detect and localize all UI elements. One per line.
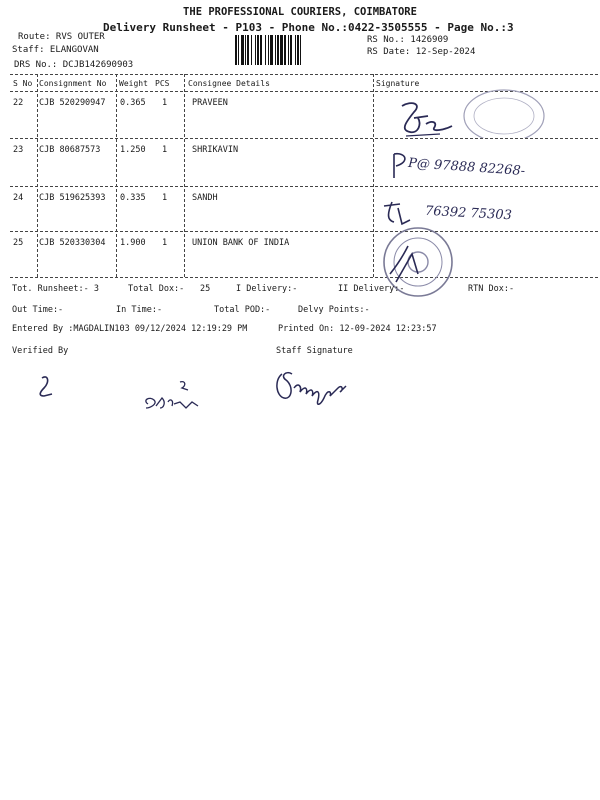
row-pcs: 1 xyxy=(162,98,168,108)
verifier-mark xyxy=(34,372,58,402)
table-top-rule xyxy=(10,74,598,75)
row-separator xyxy=(10,138,598,139)
staff-label: Staff: ELANGOVAN xyxy=(12,45,99,55)
verified-by-label: Verified By xyxy=(12,346,69,356)
entered-by: Entered By :MAGDALIN103 09/12/2024 12:19:29 PM xyxy=(12,324,248,334)
drs-number: DRS No.: DCJB142690903 xyxy=(14,60,134,70)
out-time: Out Time:- xyxy=(12,305,64,315)
verifier-signature xyxy=(140,378,204,414)
row-consignee: PRAVEEN xyxy=(192,98,228,108)
row-sno: 24 xyxy=(13,193,24,203)
row-consignee: SHRIKAVIN xyxy=(192,145,239,155)
row-consignment: CJB 519625393 xyxy=(39,193,106,203)
col-header-pcs: PCS xyxy=(155,79,170,88)
total-dox-label: Total Dox:- xyxy=(128,284,185,294)
consignee-signature-row22 xyxy=(392,96,462,142)
col-header-consignment: Consignment No xyxy=(39,79,107,88)
row-sno: 25 xyxy=(13,238,24,248)
rs-date: RS Date: 12-Sep-2024 xyxy=(367,47,476,57)
row-sno: 22 xyxy=(13,98,24,108)
col-header-sno: S No xyxy=(13,79,33,88)
delvy-points: Delvy Points:- xyxy=(298,305,370,315)
rs-number: RS No.: 1426909 xyxy=(367,35,449,45)
row-weight: 0.335 xyxy=(120,193,146,203)
company-title: THE PROFESSIONAL COURIERS, COIMBATORE xyxy=(183,6,417,18)
ii-delivery: II Delivery:- xyxy=(338,284,405,294)
total-dox-value: 25 xyxy=(200,284,211,294)
runsheet-title: Delivery Runsheet - P103 - Phone No.:0422-3505555 - Page No.:3 xyxy=(103,21,514,34)
handwritten-phone-row24: 76392 75303 xyxy=(424,203,513,224)
row-pcs: 1 xyxy=(162,145,168,155)
column-divider xyxy=(184,74,185,277)
row-consignee: SANDH xyxy=(192,193,218,203)
rtn-dox: RTN Dox:- xyxy=(468,284,515,294)
row-separator xyxy=(10,186,598,187)
post-office-stamp xyxy=(458,86,550,138)
table-bottom-rule xyxy=(10,277,598,278)
row-separator xyxy=(10,231,598,232)
total-pod: Total POD:- xyxy=(214,305,271,315)
col-header-weight: Weight xyxy=(119,79,148,88)
row-weight: 1.250 xyxy=(120,145,146,155)
barcode-image xyxy=(233,35,357,65)
handwritten-phone-row23: P@ 97888 82268- xyxy=(407,155,526,180)
column-divider xyxy=(37,74,38,277)
tot-runsheet: Tot. Runsheet:- 3 xyxy=(12,284,99,294)
i-delivery: I Delivery:- xyxy=(236,284,298,294)
in-time: In Time:- xyxy=(116,305,163,315)
staff-signature-label: Staff Signature xyxy=(276,346,353,356)
route-label: Route: RVS OUTER xyxy=(18,32,105,42)
row-consignment: CJB 80687573 xyxy=(39,145,101,155)
col-header-signature: Signature xyxy=(376,79,420,88)
row-weight: 1.900 xyxy=(120,238,146,248)
row-pcs: 1 xyxy=(162,238,168,248)
column-divider xyxy=(116,74,117,277)
row-weight: 0.365 xyxy=(120,98,146,108)
printed-on: Printed On: 12-09-2024 12:23:57 xyxy=(278,324,437,334)
row-consignment: CJB 520290947 xyxy=(39,98,106,108)
col-header-consignee: Consignee Details xyxy=(188,79,270,88)
staff-signature xyxy=(272,366,352,408)
row-consignment: CJB 520330304 xyxy=(39,238,106,248)
row-consignee: UNION BANK OF INDIA xyxy=(192,238,290,248)
row-sno: 23 xyxy=(13,145,24,155)
row-pcs: 1 xyxy=(162,193,168,203)
